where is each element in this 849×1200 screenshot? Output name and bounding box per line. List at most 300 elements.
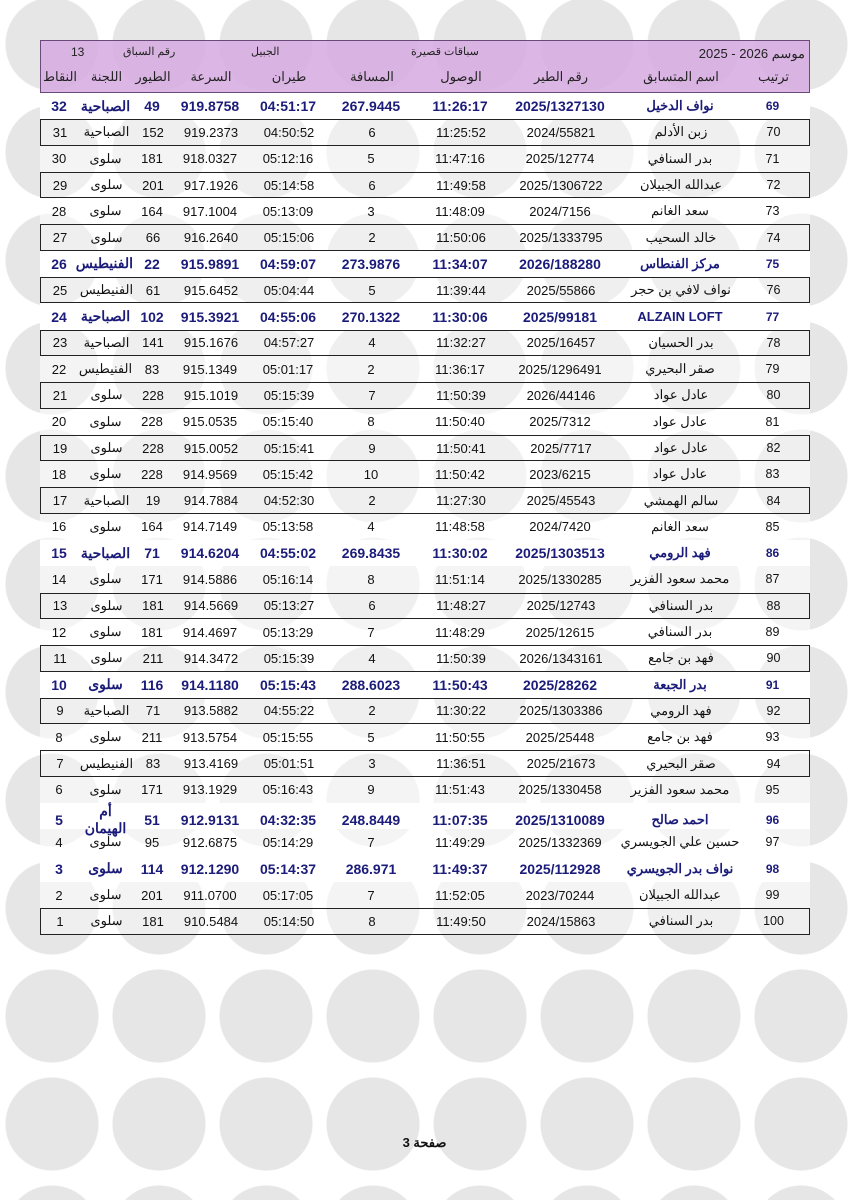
committee-cell: سلوى xyxy=(90,229,123,245)
birds-cell: 51 xyxy=(144,812,160,829)
committee-cell: سلوى xyxy=(89,781,122,797)
arrival-cell: 11:30:22 xyxy=(436,703,486,719)
birds-cell: 228 xyxy=(142,387,164,403)
page-number: صفحة 3 xyxy=(402,1135,447,1150)
birds-cell: 114 xyxy=(140,860,164,877)
table-header xyxy=(40,40,810,93)
flight-time-cell: 04:55:06 xyxy=(259,308,317,325)
rank-cell: 72 xyxy=(766,178,781,193)
rank-cell: 87 xyxy=(765,572,780,587)
competitor-name-cell: عبدالله الجبيلان xyxy=(639,177,723,193)
competitor-name-cell: نواف لافي بن حجر xyxy=(631,282,731,298)
committee-cell: الفنيطيس xyxy=(75,255,133,272)
arrival-cell: 11:30:02 xyxy=(432,545,488,562)
flight-time-cell: 05:01:51 xyxy=(263,756,315,772)
speed-cell: 914.6204 xyxy=(180,545,240,562)
ring-number-cell: 2025/1306722 xyxy=(519,177,603,193)
table-row xyxy=(40,566,810,592)
flight-time-cell: 05:13:27 xyxy=(263,598,315,614)
committee-cell: سلوى xyxy=(89,887,122,903)
speed-cell: 915.1019 xyxy=(183,387,239,403)
distance-cell: 7 xyxy=(368,387,376,403)
table-row xyxy=(40,356,810,382)
table-row xyxy=(40,619,810,645)
distance-cell: 6 xyxy=(368,124,376,140)
rank-cell: 82 xyxy=(766,441,781,455)
speed-cell: 915.1349 xyxy=(182,361,238,377)
points-cell: 8 xyxy=(55,729,63,745)
speed-cell: 913.5754 xyxy=(182,729,238,745)
speed-cell: 916.2640 xyxy=(183,230,239,246)
rank-cell: 76 xyxy=(766,283,781,298)
arrival-cell: 11:50:39 xyxy=(436,387,486,403)
points-cell: 27 xyxy=(52,230,68,246)
points-cell: 24 xyxy=(51,308,67,325)
rank-cell: 69 xyxy=(765,99,780,114)
flight-time-cell: 05:13:09 xyxy=(262,203,314,219)
ring-number-cell: 2024/7156 xyxy=(529,203,591,219)
competitor-name-cell: فهد الرومي xyxy=(649,545,711,561)
distance-cell: 3 xyxy=(367,203,375,219)
table-row xyxy=(40,146,810,172)
table-row xyxy=(40,461,810,487)
arrival-cell: 11:51:43 xyxy=(435,782,485,798)
flight-time-cell: 05:15:39 xyxy=(263,387,315,403)
committee-cell: الفنيطيس xyxy=(79,282,134,298)
ring-number-cell: 2024/15863 xyxy=(526,913,596,929)
speed-cell: 912.6875 xyxy=(182,834,238,850)
ring-number-cell: 2024/7420 xyxy=(529,519,591,535)
points-cell: 29 xyxy=(52,177,68,193)
birds-cell: 49 xyxy=(144,98,160,115)
points-cell: 32 xyxy=(51,98,67,115)
table-row xyxy=(40,882,810,908)
competitor-name-cell: محمد سعود الفزير xyxy=(630,781,730,797)
arrival-cell: 11:07:35 xyxy=(432,812,488,829)
points-cell: 19 xyxy=(52,440,68,456)
column-header-ring-number: رقم الطير xyxy=(533,69,589,84)
points-cell: 4 xyxy=(55,834,63,850)
table-row xyxy=(40,435,810,461)
flight-time-cell: 04:55:22 xyxy=(263,703,315,719)
distance-cell: 6 xyxy=(368,598,376,614)
birds-cell: 228 xyxy=(141,414,163,430)
speed-cell: 911.0700 xyxy=(183,887,237,903)
arrival-cell: 11:49:58 xyxy=(436,177,486,193)
rank-cell: 99 xyxy=(765,888,780,903)
speed-cell: 919.2373 xyxy=(183,124,239,140)
competitor-name-cell: عادل عواد xyxy=(653,440,709,455)
speed-cell: 914.7884 xyxy=(183,493,239,509)
flight-time-cell: 05:14:37 xyxy=(259,860,317,877)
rank-cell: 71 xyxy=(765,151,780,166)
points-cell: 11 xyxy=(53,650,67,666)
speed-cell: 914.5669 xyxy=(183,598,239,614)
arrival-cell: 11:27:30 xyxy=(436,493,486,509)
column-headers xyxy=(41,69,809,85)
birds-cell: 211 xyxy=(142,650,164,666)
competitor-name-cell: نواف بدر الجويسري xyxy=(626,860,734,876)
flight-time-cell: 05:15:42 xyxy=(262,466,314,482)
rank-cell: 84 xyxy=(766,493,781,508)
flight-time-cell: 05:15:39 xyxy=(263,650,315,666)
committee-cell: سلوى xyxy=(89,729,122,745)
points-cell: 14 xyxy=(51,571,67,587)
points-cell: 17 xyxy=(52,493,68,509)
distance-cell: 2 xyxy=(368,493,376,509)
points-cell: 30 xyxy=(51,151,67,167)
competitor-name-cell: سعد الغانم xyxy=(651,203,709,219)
race-number-label: رقم السباق xyxy=(123,46,176,58)
ring-number-cell: 2025/112928 xyxy=(519,860,601,877)
speed-cell: 915.3921 xyxy=(180,308,240,325)
committee-cell: سلوى xyxy=(89,571,122,587)
points-cell: 18 xyxy=(51,466,67,482)
committee-cell: سلوى xyxy=(90,913,123,929)
distance-cell: 2 xyxy=(367,361,375,377)
birds-cell: 83 xyxy=(144,361,160,377)
points-cell: 26 xyxy=(51,255,67,272)
committee-cell: سلوى xyxy=(89,413,122,429)
competitor-name-cell: عبدالله الجبيلان xyxy=(638,887,722,903)
distance-cell: 286.971 xyxy=(345,860,397,877)
distance-cell: 8 xyxy=(368,913,376,929)
flight-time-cell: 04:32:35 xyxy=(259,812,317,829)
column-header-distance: المسافة xyxy=(350,69,394,84)
distance-cell: 4 xyxy=(368,335,376,351)
distance-cell: 7 xyxy=(367,887,375,903)
competitor-name-cell: نواف الدخيل xyxy=(646,98,714,114)
competitor-name-cell: بدر السنافي xyxy=(647,624,713,640)
arrival-cell: 11:50:41 xyxy=(436,440,486,456)
arrival-cell: 11:50:55 xyxy=(435,729,485,745)
arrival-cell: 11:48:27 xyxy=(436,598,486,614)
speed-cell: 914.3472 xyxy=(183,650,239,666)
rank-cell: 98 xyxy=(765,861,780,876)
committee-cell: سلوى xyxy=(89,834,122,850)
ring-number-cell: 2025/12615 xyxy=(525,624,595,640)
distance-cell: 9 xyxy=(367,782,375,798)
ring-number-cell: 2025/1330285 xyxy=(518,571,602,587)
ring-number-cell: 2025/1310089 xyxy=(515,812,605,829)
competitor-name-cell: بدر السنافي xyxy=(648,913,714,929)
competitor-name-cell: فهد بن جامع xyxy=(648,650,714,666)
committee-cell: الصباحية xyxy=(83,492,130,508)
points-cell: 12 xyxy=(51,624,67,640)
competitor-name-cell: بدر السنافي xyxy=(648,597,714,613)
birds-cell: 164 xyxy=(141,519,163,535)
season-label: موسم 2026 - 2025 xyxy=(698,46,805,61)
points-cell: 3 xyxy=(55,860,63,877)
distance-cell: 269.8435 xyxy=(341,545,401,562)
speed-cell: 918.0327 xyxy=(182,151,238,167)
rank-cell: 73 xyxy=(765,204,780,219)
ring-number-cell: 2025/12774 xyxy=(525,151,595,167)
rank-cell: 81 xyxy=(765,414,780,429)
arrival-cell: 11:36:17 xyxy=(435,361,485,377)
table-row xyxy=(40,487,810,513)
distance-cell: 2 xyxy=(368,230,376,246)
committee-cell: سلوى xyxy=(88,860,123,877)
arrival-cell: 11:34:07 xyxy=(432,255,488,272)
flight-time-cell: 04:52:30 xyxy=(263,493,315,509)
table-row xyxy=(40,540,810,566)
speed-cell: 913.4169 xyxy=(183,756,239,772)
column-header-speed: السرعة xyxy=(190,69,232,84)
points-cell: 2 xyxy=(55,887,63,903)
points-cell: 31 xyxy=(52,124,68,140)
points-cell: 6 xyxy=(55,782,63,798)
ring-number-cell: 2025/16457 xyxy=(526,335,596,351)
competitor-name-cell: ALZAIN LOFT xyxy=(637,309,723,325)
table-row xyxy=(40,777,810,803)
rank-cell: 85 xyxy=(765,519,780,534)
competitor-name-cell: صقر البحيري xyxy=(645,361,715,377)
rank-cell: 83 xyxy=(765,467,780,482)
arrival-cell: 11:47:16 xyxy=(435,151,485,167)
arrival-cell: 11:48:09 xyxy=(435,203,485,219)
birds-cell: 211 xyxy=(141,729,163,745)
column-header-birds: الطيور xyxy=(135,69,171,84)
rank-cell: 95 xyxy=(765,782,780,797)
arrival-cell: 11:32:27 xyxy=(436,335,486,351)
competitor-name-cell: فهد بن جامع xyxy=(647,729,713,745)
arrival-cell: 11:52:05 xyxy=(435,887,485,903)
flight-time-cell: 05:16:14 xyxy=(262,571,314,587)
ring-number-cell: 2026/188280 xyxy=(519,255,601,272)
birds-cell: 71 xyxy=(144,545,160,562)
table-row xyxy=(40,803,810,837)
points-cell: 1 xyxy=(56,913,64,929)
distance-cell: 2 xyxy=(368,703,376,719)
flight-time-cell: 05:12:16 xyxy=(262,151,314,167)
arrival-cell: 11:49:29 xyxy=(435,834,485,850)
ring-number-cell: 2025/21673 xyxy=(526,756,596,772)
table-row xyxy=(40,303,810,329)
flight-time-cell: 05:15:06 xyxy=(263,230,315,246)
committee-cell: سلوى xyxy=(89,518,122,534)
competitor-name-cell: احمد صالح xyxy=(651,812,709,828)
birds-cell: 201 xyxy=(142,177,164,193)
flight-time-cell: 04:50:52 xyxy=(263,124,315,140)
competitor-name-cell: عادل عواد xyxy=(652,413,708,429)
distance-cell: 10 xyxy=(363,466,379,482)
speed-cell: 919.8758 xyxy=(180,98,240,115)
speed-cell: 912.9131 xyxy=(180,812,240,829)
speed-cell: 915.0535 xyxy=(182,414,238,430)
points-cell: 15 xyxy=(51,545,67,562)
table-row xyxy=(40,330,810,356)
race-number: 13 xyxy=(71,45,85,59)
rank-cell: 70 xyxy=(766,125,781,140)
committee-cell: سلوى xyxy=(90,650,123,666)
speed-cell: 910.5484 xyxy=(183,913,239,929)
birds-cell: 171 xyxy=(141,571,163,587)
distance-cell: 8 xyxy=(367,571,375,587)
birds-cell: 152 xyxy=(142,124,164,140)
ring-number-cell: 2025/25448 xyxy=(525,729,595,745)
distance-cell: 9 xyxy=(368,440,376,456)
ring-number-cell: 2025/99181 xyxy=(523,308,597,325)
points-cell: 20 xyxy=(51,414,67,430)
competitor-name-cell: سالم الهمشي xyxy=(643,492,719,508)
competitor-name-cell: سعد الغانم xyxy=(651,518,709,534)
speed-cell: 914.4697 xyxy=(182,624,238,640)
arrival-cell: 11:36:51 xyxy=(436,756,486,772)
competitor-name-cell: مركز الفنطاس xyxy=(640,255,720,271)
ring-number-cell: 2024/55821 xyxy=(526,124,596,140)
ring-number-cell: 2025/1330458 xyxy=(518,782,602,798)
speed-cell: 917.1004 xyxy=(182,203,238,219)
rank-cell: 80 xyxy=(766,388,781,403)
distance-cell: 267.9445 xyxy=(341,98,401,115)
distance-cell: 270.1322 xyxy=(341,308,401,325)
rank-cell: 94 xyxy=(766,756,781,771)
table-row xyxy=(40,698,810,724)
points-cell: 16 xyxy=(51,519,67,535)
distance-cell: 3 xyxy=(368,756,376,772)
speed-cell: 914.5886 xyxy=(182,571,238,587)
birds-cell: 181 xyxy=(141,151,163,167)
table-row xyxy=(40,93,810,119)
competitor-name-cell: عادل عواد xyxy=(652,466,708,482)
committee-cell: الصباحية xyxy=(83,124,130,140)
table-row xyxy=(40,251,810,277)
competitor-name-cell: صقر البحيري xyxy=(646,755,716,771)
speed-cell: 913.1929 xyxy=(182,782,238,798)
birds-cell: 181 xyxy=(142,913,164,929)
table-row xyxy=(40,593,810,619)
flight-time-cell: 05:14:29 xyxy=(262,834,314,850)
points-cell: 28 xyxy=(51,203,67,219)
flight-time-cell: 04:55:02 xyxy=(259,545,317,562)
flight-time-cell: 05:14:58 xyxy=(263,177,315,193)
distance-cell: 5 xyxy=(368,282,376,298)
distance-cell: 4 xyxy=(368,650,376,666)
flight-time-cell: 05:15:55 xyxy=(262,729,314,745)
rank-cell: 88 xyxy=(766,598,781,613)
birds-cell: 228 xyxy=(141,466,163,482)
points-cell: 7 xyxy=(56,756,64,772)
column-header-competitor-name: اسم المتسابق xyxy=(643,69,719,84)
competitor-name-cell: بدر السنافي xyxy=(647,150,713,166)
distance-cell: 7 xyxy=(367,624,375,640)
birds-cell: 22 xyxy=(144,255,160,272)
ring-number-cell: 2025/1333795 xyxy=(519,230,603,246)
table-row xyxy=(40,198,810,224)
ring-number-cell: 2025/1327130 xyxy=(515,98,605,115)
committee-cell: سلوى xyxy=(89,466,122,482)
speed-cell: 915.1676 xyxy=(183,335,239,351)
rank-cell: 78 xyxy=(766,335,781,350)
table-row xyxy=(40,277,810,303)
table-row xyxy=(40,672,810,698)
speed-cell: 915.9891 xyxy=(180,255,240,272)
flight-time-cell: 05:04:44 xyxy=(263,282,315,298)
flight-time-cell: 04:59:07 xyxy=(259,255,317,272)
speed-cell: 917.1926 xyxy=(183,177,239,193)
competitor-name-cell: زبن الأدلم xyxy=(654,124,708,140)
points-cell: 25 xyxy=(52,282,68,298)
speed-cell: 914.9569 xyxy=(182,466,238,482)
distance-cell: 248.8449 xyxy=(341,812,401,829)
rank-cell: 75 xyxy=(765,256,780,271)
table-row xyxy=(40,514,810,540)
table-row xyxy=(40,119,810,145)
committee-cell: الفنيطيس xyxy=(78,361,133,377)
rank-cell: 77 xyxy=(765,309,780,324)
arrival-cell: 11:50:43 xyxy=(432,676,488,693)
committee-cell: سلوى xyxy=(89,624,122,640)
arrival-cell: 11:50:40 xyxy=(435,414,485,430)
arrival-cell: 11:30:06 xyxy=(432,308,488,325)
competitor-name-cell: فهد الرومي xyxy=(650,702,712,718)
distance-cell: 273.9876 xyxy=(341,255,401,272)
flight-time-cell: 05:13:29 xyxy=(262,624,314,640)
points-cell: 23 xyxy=(52,335,68,351)
arrival-cell: 11:39:44 xyxy=(436,282,486,298)
committee-cell: سلوى xyxy=(89,203,122,219)
competitor-name-cell: محمد سعود الفزير xyxy=(630,571,730,587)
speed-cell: 914.7149 xyxy=(182,519,238,535)
rank-cell: 89 xyxy=(765,625,780,640)
competitor-name-cell: بدر الجبعة xyxy=(653,676,707,692)
birds-cell: 171 xyxy=(141,782,163,798)
flight-time-cell: 05:14:50 xyxy=(263,913,315,929)
distance-cell: 5 xyxy=(367,151,375,167)
ring-number-cell: 2025/12743 xyxy=(526,598,596,614)
table-row xyxy=(40,224,810,250)
flight-time-cell: 05:01:17 xyxy=(262,361,314,377)
birds-cell: 83 xyxy=(145,756,161,772)
rank-cell: 90 xyxy=(766,651,781,666)
committee-cell: الصباحية xyxy=(80,97,131,114)
committee-cell: سلوى xyxy=(90,440,123,455)
committee-cell: سلوى xyxy=(90,387,123,403)
committee-cell: الصباحية xyxy=(80,308,131,325)
ring-number-cell: 2025/1303513 xyxy=(515,545,605,562)
birds-cell: 181 xyxy=(141,624,163,640)
arrival-cell: 11:51:14 xyxy=(435,571,485,587)
arrival-cell: 11:50:39 xyxy=(436,650,486,666)
race-type: سباقات قصيرة xyxy=(411,46,479,58)
table-row xyxy=(40,382,810,408)
rank-cell: 79 xyxy=(765,362,780,377)
race-location: الجبيل xyxy=(251,46,280,58)
rank-cell: 74 xyxy=(766,230,781,245)
table-row xyxy=(40,172,810,198)
birds-cell: 141 xyxy=(142,335,164,351)
rank-cell: 96 xyxy=(765,813,780,828)
ring-number-cell: 2025/1332369 xyxy=(518,834,602,850)
points-cell: 9 xyxy=(56,703,64,719)
committee-cell: الصباحية xyxy=(83,334,130,350)
points-cell: 13 xyxy=(52,598,68,614)
speed-cell: 915.0052 xyxy=(183,440,239,456)
column-header-arrival: الوصول xyxy=(440,69,482,84)
committee-cell: سلوى xyxy=(90,597,123,613)
ring-number-cell: 2025/1296491 xyxy=(518,361,602,377)
committee-cell: أم الهيمان xyxy=(84,803,127,837)
birds-cell: 19 xyxy=(145,493,161,509)
rank-cell: 97 xyxy=(765,835,780,850)
birds-cell: 66 xyxy=(145,230,161,246)
column-header-points: النقاط xyxy=(42,69,78,84)
distance-cell: 7 xyxy=(367,834,375,850)
ring-number-cell: 2026/1343161 xyxy=(519,650,603,666)
points-cell: 22 xyxy=(51,361,67,377)
ring-number-cell: 2023/70244 xyxy=(525,887,595,903)
